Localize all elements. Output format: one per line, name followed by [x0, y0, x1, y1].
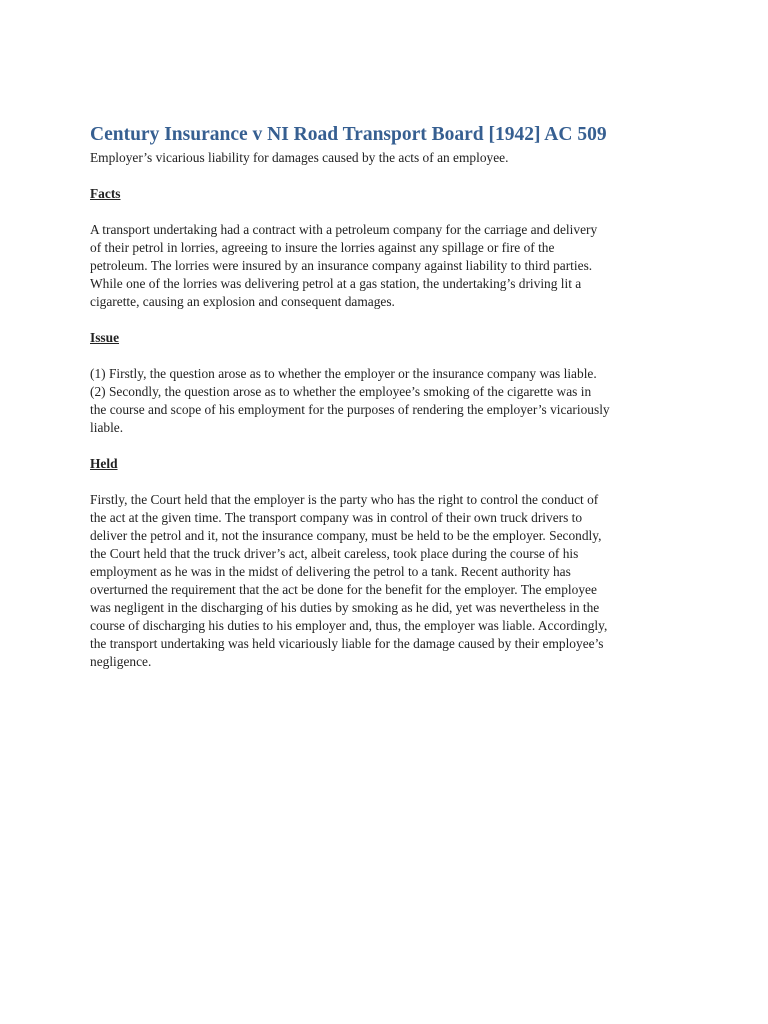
facts-line: While one of the lorries was delivering petrol at a gas station, the undertaking’s driving lit a: [90, 276, 582, 291]
facts-line: cigarette, causing an explosion and consequent damages.: [90, 294, 395, 309]
held-paragraph: [90, 491, 680, 671]
facts-line: A transport undertaking had a contract with a petroleum company for the carriage and delivery: [90, 222, 598, 237]
issue-paragraph: [90, 365, 680, 437]
held-line: was negligent in the discharging of his duties by smoking as he did, yet was nevertheless in the: [90, 600, 600, 615]
held-line: Firstly, the Court held that the employer is the party who has the right to control the conduct of: [90, 492, 599, 507]
issue-line: liable.: [90, 420, 124, 435]
held-line: course of discharging his duties to his employer and, thus, the employer was liable. Accordingly,: [90, 618, 608, 633]
held-line: the Court held that the truck driver’s act, albeit careless, took place during the course of his: [90, 546, 579, 561]
issue-line: (1) Firstly, the question arose as to whether the employer or the insurance company was liable.: [90, 366, 597, 381]
page-title: Century Insurance v NI Road Transport Board [1942] AC 509: [90, 124, 607, 145]
issue-heading: Issue: [90, 330, 120, 345]
held-line: negligence.: [90, 654, 152, 669]
facts-paragraph: [90, 221, 680, 311]
facts-line: of their petrol in lorries, agreeing to insure the lorries against any spillage or fire of the: [90, 240, 555, 255]
held-heading: Held: [90, 456, 118, 471]
held-line: overturned the requirement that the act be done for the benefit for the employer. The employee: [90, 582, 597, 597]
held-line: employment as he was in the midst of delivering the petrol to a tank. Recent authority has: [90, 564, 571, 579]
facts-line: petroleum. The lorries were insured by an insurance company against liability to third parties.: [90, 258, 593, 273]
issue-line: (2) Secondly, the question arose as to whether the employee’s smoking of the cigarette was in: [90, 384, 592, 399]
document-page: [90, 122, 680, 671]
held-line: the transport undertaking was held vicariously liable for the damage caused by their employee’s: [90, 636, 604, 651]
case-summary: Employer’s vicarious liability for damages caused by the acts of an employee.: [90, 150, 509, 165]
held-line: deliver the petrol and it, not the insurance company, must be held to be the employer. Secondly,: [90, 528, 602, 543]
issue-line: the course and scope of his employment for the purposes of rendering the employer’s vicariously: [90, 402, 610, 417]
held-line: the act at the given time. The transport company was in control of their own truck drivers to: [90, 510, 583, 525]
facts-heading: Facts: [90, 186, 121, 201]
